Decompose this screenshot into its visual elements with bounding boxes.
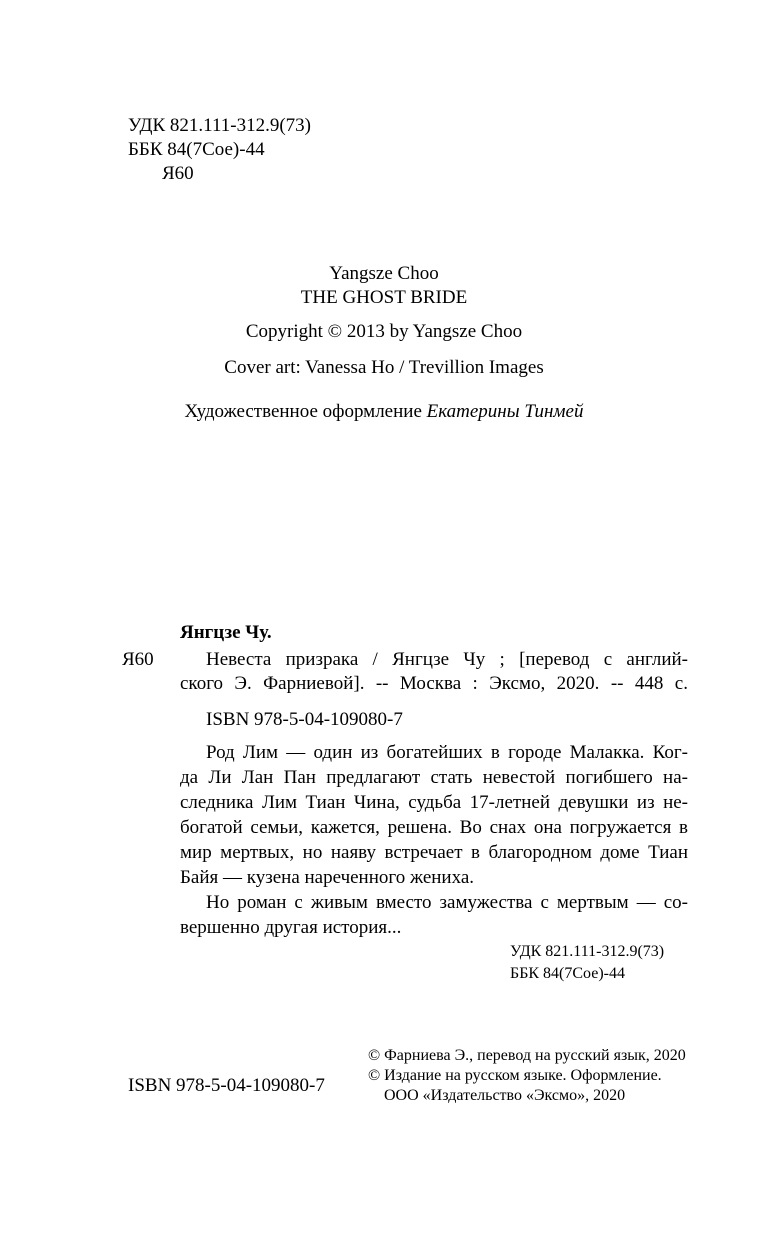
udk-code: УДК 821.111-312.9(73)	[128, 115, 311, 136]
annotation-line: богатой семьи, кажется, решена. Во снах она погружается в	[180, 817, 688, 838]
annotation-line: Байя — кузена нареченного жениха.	[180, 867, 475, 888]
imprint-edition-copyright: © Издание на русском языке. Оформление.	[368, 1067, 662, 1084]
biblio-description	[180, 648, 688, 696]
design-label: Художественное оформление	[184, 401, 422, 422]
bbk-code: ББК 84(7Сое)-44	[128, 139, 265, 160]
biblio-author-heading: Янгцзе Чу.	[180, 622, 272, 643]
footer-udk-code: УДК 821.111-312.9(73)	[510, 943, 665, 960]
cover-art-credit: Cover art: Vanessa Ho / Trevillion Images	[224, 357, 544, 378]
annotation-line: Но роман с живым вместо замужества с мертвым — со-	[206, 892, 688, 913]
biblio-description-line: Невеста призрака / Янгцзе Чу ; [перевод с англий-	[206, 649, 688, 670]
annotation-line: вершенно другая история...	[180, 917, 402, 938]
annotation-line: да Ли Лан Пан предлагают стать невестой погибшего на-	[180, 767, 688, 788]
original-title: THE GHOST BRIDE	[300, 287, 468, 308]
imprint-isbn: ISBN 978-5-04-109080-7	[128, 1075, 325, 1096]
annotation-line: мир мертвых, но наяву встречает в благородном доме Тиан	[180, 842, 688, 863]
imprint-translation-copyright: © Фарниева Э., перевод на русский язык, 2020	[368, 1047, 686, 1064]
annotation-line: следника Лим Тиан Чина, судьба 17-летней девушки из не-	[180, 792, 688, 813]
original-author: Yangsze Choo	[329, 263, 439, 284]
design-name: Екатерины Тинмей	[426, 401, 584, 422]
footer-bbk-code: ББК 84(7Сое)-44	[510, 965, 625, 982]
annotation	[180, 740, 688, 940]
original-copyright: Copyright © 2013 by Yangsze Choo	[245, 321, 523, 342]
design-credit	[0, 400, 768, 424]
biblio-description-line: ского Э. Фарниевой]. -- Москва : Эксмо, 2020. -- 448 с.	[180, 672, 688, 694]
biblio-author-mark: Я60	[122, 649, 154, 670]
biblio-isbn: ISBN 978-5-04-109080-7	[206, 709, 403, 730]
imprint-publisher: ООО «Издательство «Эксмо», 2020	[384, 1087, 626, 1104]
author-mark: Я60	[162, 163, 194, 184]
annotation-line: Род Лим — один из богатейших в городе Малакка. Ког-	[206, 742, 688, 763]
